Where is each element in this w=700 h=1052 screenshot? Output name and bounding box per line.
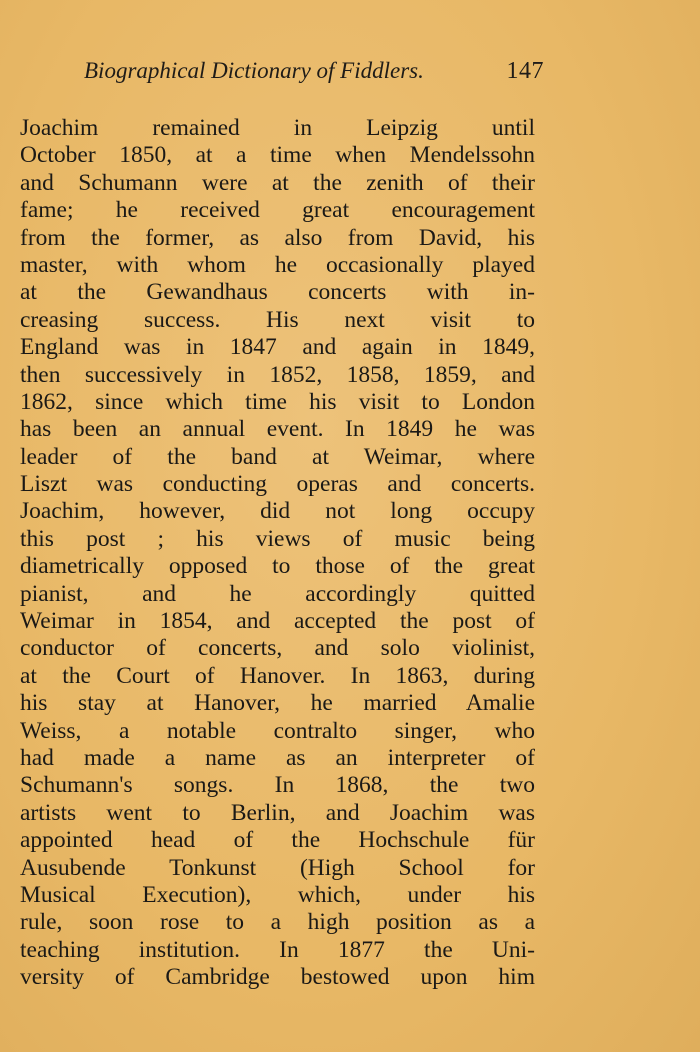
text-line: creasing success. His next visit to (20, 306, 535, 333)
body-text (20, 115, 535, 992)
text-line: 1862, since which time his visit to London (20, 388, 535, 415)
text-line: England was in 1847 and again in 1849, (20, 334, 535, 361)
text-line: this post ; his views of music being (20, 525, 535, 552)
text-line: pianist, and he accordingly quitted (20, 580, 535, 607)
text-line: teaching institution. In 1877 the Uni- (20, 936, 535, 963)
text-line: Musical Execution), which, under his (20, 881, 535, 908)
text-line: has been an annual event. In 1849 he was (20, 416, 535, 443)
text-line: conductor of concerts, and solo violinist, (20, 635, 535, 662)
text-line: rule, soon rose to a high position as a (20, 909, 535, 936)
text-line: Weiss, a notable contralto singer, who (20, 717, 535, 744)
text-line: diametrically opposed to those of the great (20, 553, 535, 580)
text-line: Weimar in 1854, and accepted the post of (20, 608, 535, 635)
text-line: appointed head of the Hochschule für (20, 827, 535, 854)
text-line: his stay at Hanover, he married Amalie (20, 690, 535, 717)
running-head-title: Biographical Dictionary of Fiddlers. (84, 58, 424, 83)
page-number: 147 (506, 58, 544, 84)
text-line: Joachim, however, did not long occupy (20, 498, 535, 525)
text-line: had made a name as an interpreter of (20, 744, 535, 771)
text-line: at the Gewandhaus concerts with in- (20, 279, 535, 306)
text-line: Liszt was conducting operas and concerts. (20, 471, 535, 498)
text-line: at the Court of Hanover. In 1863, during (20, 662, 535, 689)
text-line: leader of the band at Weimar, where (20, 443, 535, 470)
text-line: Ausubende Tonkunst (High School for (20, 854, 535, 881)
text-line: Schumann's songs. In 1868, the two (20, 772, 535, 799)
text-line: versity of Cambridge bestowed upon him (20, 964, 535, 991)
text-line: October 1850, at a time when Mendelssohn (20, 142, 535, 169)
text-line: master, with whom he occasionally played (20, 251, 535, 278)
text-line: from the former, as also from David, his (20, 224, 535, 251)
text-line: fame; he received great encouragement (20, 197, 535, 224)
text-line: Joachim remained in Leipzig until (20, 115, 535, 141)
text-line: then successively in 1852, 1858, 1859, and (20, 361, 535, 388)
text-line: artists went to Berlin, and Joachim was (20, 799, 535, 826)
running-head (84, 58, 544, 92)
text-line: and Schumann were at the zenith of their (20, 169, 535, 196)
